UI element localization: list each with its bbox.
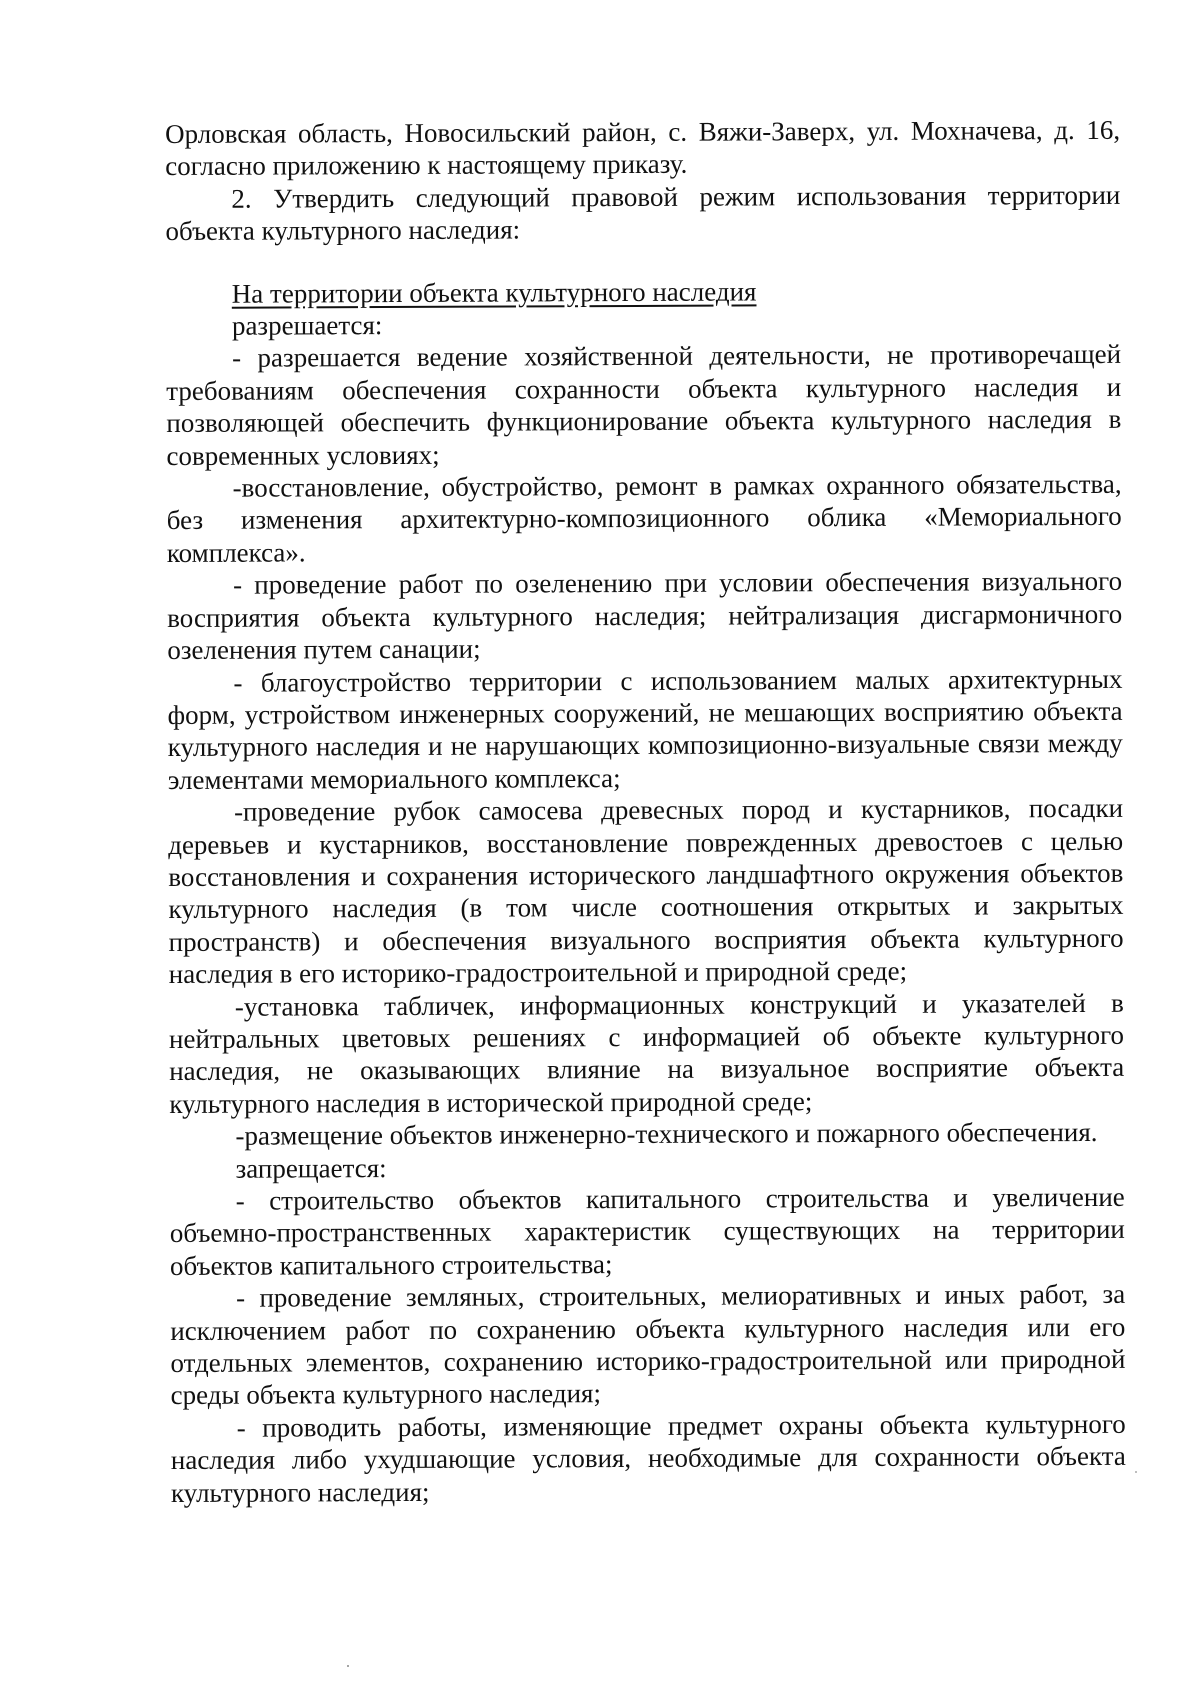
- forbidden-label-wrapper: [170, 1148, 1125, 1185]
- allowed-label-wrapper: [166, 306, 1121, 343]
- allowed-item: - благоустройство территории с использованием малых архитектурных форм, устройством инженерных сооружений, не мешающих восприятию объекта культурного наследия и не нарушающих композиционно-визуальные связи между элементами мемориального комплекса;: [167, 663, 1123, 795]
- scan-speck: [1135, 1471, 1137, 1473]
- item-2: 2. Утвердить следующий правовой режим использования территории объекта культурного наследия:: [165, 179, 1121, 247]
- forbidden-item: - проводить работы, изменяющие предмет охраны объекта культурного наследия либо ухудшающие условия, необходимые для сохранности объекта культурного наследия;: [170, 1408, 1126, 1508]
- allowed-item: - проведение работ по озеленению при условии обеспечения визуального восприятия объекта культурного наследия; нейтрализация дисгармоничного озеленения путем санации;: [167, 566, 1123, 666]
- allowed-label: разрешается:: [231, 310, 383, 341]
- allowed-item: -восстановление, обустройство, ремонт в рамках охранного обязательства, без изменения архитектурно-композиционного облика «Мемориального комплекса».: [166, 468, 1122, 568]
- allowed-item: -проведение рубок самосева древесных пород и кустарников, посадки деревьев и кустарников, восстановление поврежденных древостоев с целью восстановления и сохранения исторического ландшафтного окружения объектов культурного наследия (в том числе соотношения открытых и закрытых пространств) и обеспечения визуального восприятия объекта культурного наследия в его историко-градостроительной и природной среде;: [168, 792, 1124, 990]
- forbidden-item: - строительство объектов капитального строительства и увеличение объемно-пространственных характеристик существующих на территории объектов капитального строительства;: [169, 1181, 1125, 1281]
- forbidden-label: запрещается:: [235, 1152, 387, 1184]
- allowed-item: - разрешается ведение хозяйственной деятельности, не противоречащей требованиям обеспечения сохранности объекта культурного наследия и позволяющей обеспечить функционирование объекта культурного наследия в современных условиях;: [166, 339, 1122, 471]
- document-body: [165, 114, 1126, 1509]
- scan-speck: [347, 1665, 349, 1667]
- intro-continuation: Орловская область, Новосильский район, с. Вяжи-Заверх, ул. Мохначева, д. 16, согласно приложению к настоящему приказу.: [165, 114, 1121, 182]
- section-heading: На территории объекта культурного наследия: [231, 276, 757, 309]
- allowed-item: -установка табличек, информационных конструкций и указателей в нейтральных цветовых решениях с информацией об объекте культурного наследия, не оказывающих влияние на визуальное восприятие объекта культурного наследия в исторической природной среде;: [168, 987, 1125, 1119]
- forbidden-item: - проведение земляных, строительных, мелиоративных и иных работ, за исключением работ по сохранению объекта культурного наследия или его отдельных элементов, сохранению историко-градостроительной или природной среды объекта культурного наследия;: [170, 1279, 1126, 1411]
- allowed-item: -размещение объектов инженерно-технического и пожарного обеспечения.: [235, 1117, 1098, 1151]
- section-heading-wrapper: [166, 273, 1121, 310]
